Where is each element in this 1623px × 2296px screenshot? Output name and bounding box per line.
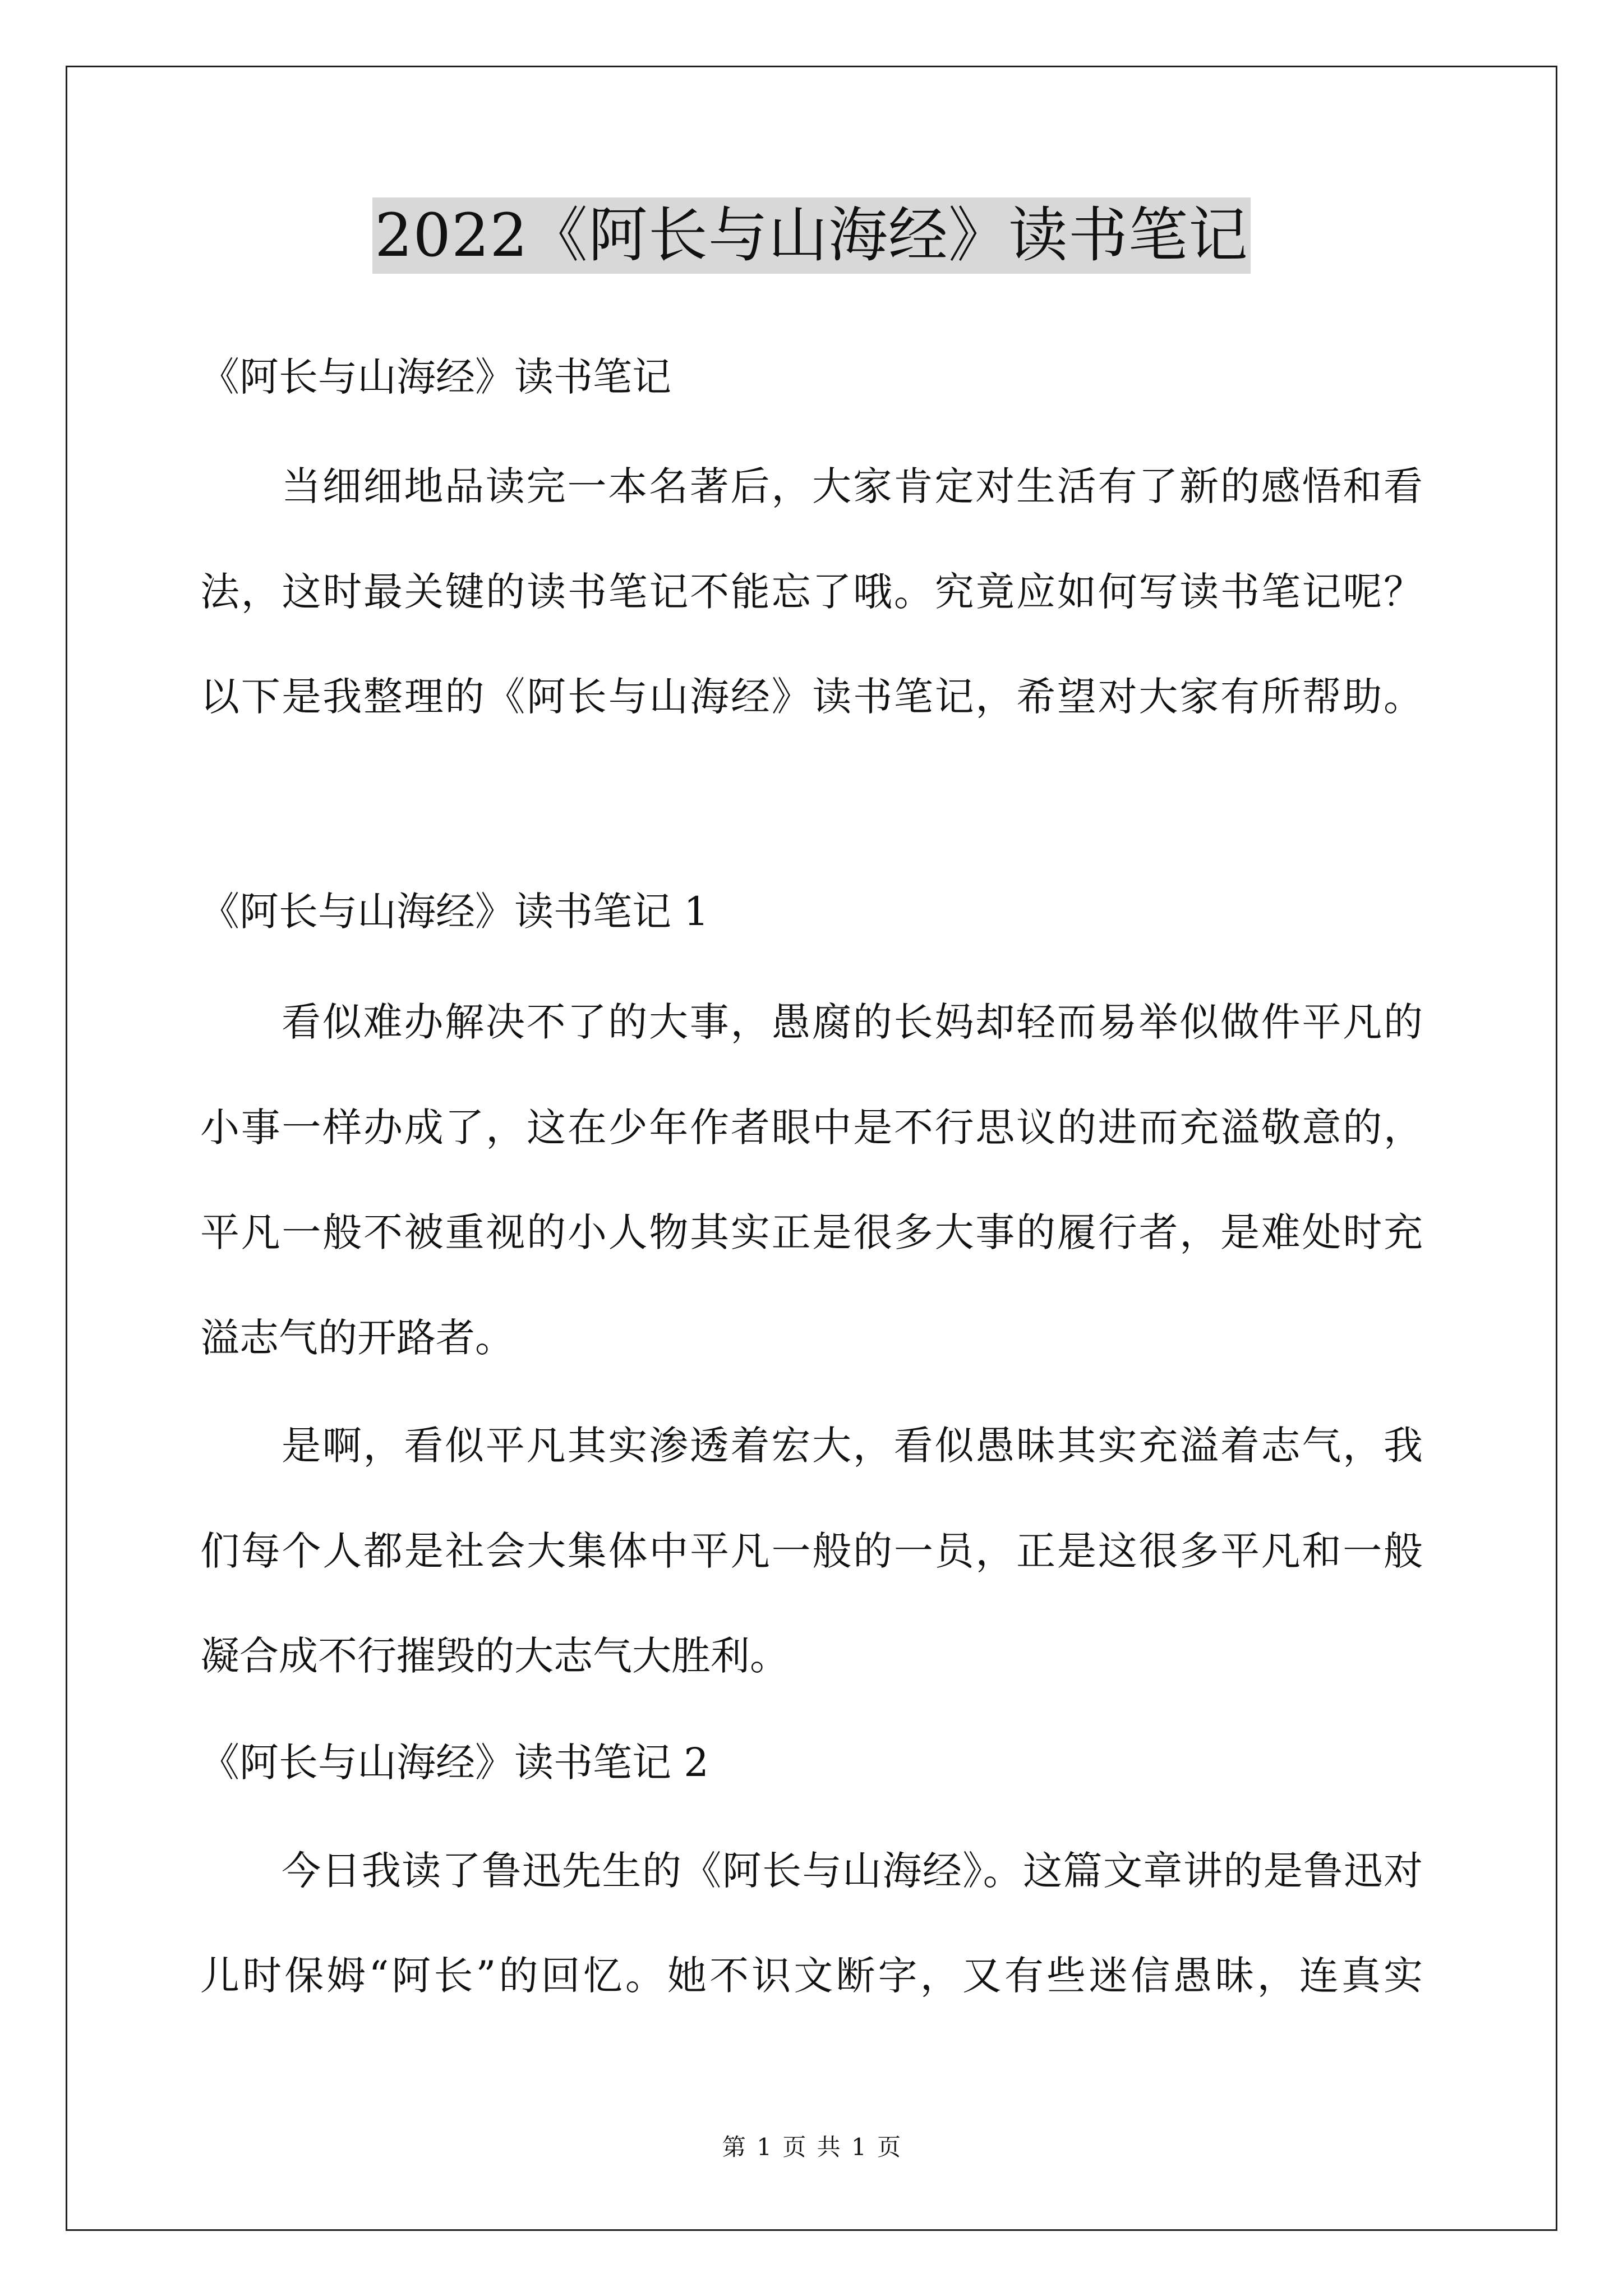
note1-p1-line: 平凡一般不被重视的小人物其实正是很多大事的履行者，是难处时充 [200, 1209, 1423, 1255]
intro-heading: 《阿长与山海经》读书笔记 [200, 354, 671, 400]
document-title: 2022《阿长与山海经》读书笔记 [372, 197, 1251, 274]
page-footer: 第 1 页 共 1 页 [722, 2133, 901, 2161]
note1-p1-line: 溢志气的开路者。 [200, 1315, 514, 1361]
note2-p1-line: 儿时保姆“阿长”的回忆。她不识文断字，又有些迷信愚昧，连真实 [200, 1953, 1423, 1999]
note1-p1-line: 看似难办解决不了的大事，愚腐的长妈却轻而易举似做件平凡的 [282, 999, 1423, 1045]
note1-p2-line: 们每个人都是社会大集体中平凡一般的一员，正是这很多平凡和一般 [200, 1528, 1423, 1574]
intro-line: 当细细地品读完一本名著后，大家肯定对生活有了新的感悟和看 [282, 463, 1423, 509]
note1-p2-line: 是啊，看似平凡其实渗透着宏大，看似愚昧其实充溢着志气，我 [282, 1423, 1423, 1469]
note1-heading: 《阿长与山海经》读书笔记 1 [200, 889, 709, 935]
intro-line: 以下是我整理的《阿长与山海经》读书笔记，希望对大家有所帮助。 [200, 674, 1423, 720]
note2-heading: 《阿长与山海经》读书笔记 2 [200, 1740, 709, 1786]
title-container [0, 197, 1623, 274]
note1-p2-line: 凝合成不行摧毁的大志气大胜利。 [200, 1633, 789, 1679]
note1-p1-line: 小事一样办成了，这在少年作者眼中是不行思议的进而充溢敬意的， [200, 1105, 1423, 1151]
intro-line: 法，这时最关键的读书笔记不能忘了哦。究竟应如何写读书笔记呢？ [200, 569, 1423, 615]
note2-p1-line: 今日我读了鲁迅先生的《阿长与山海经》。这篇文章讲的是鲁迅对 [282, 1848, 1423, 1894]
